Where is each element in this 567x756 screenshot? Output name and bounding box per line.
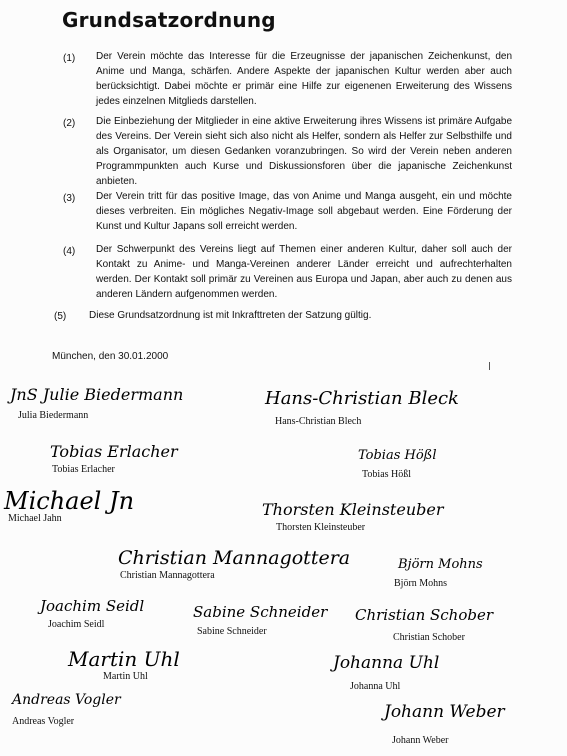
- signatory-name: Joachim Seidl: [48, 619, 105, 630]
- paragraph-text: Der Verein möchte das Interesse für die Erzeugnisse der japanischen Zeichenkunst, den Anime und Manga, schärfen. Andere Aspekte der japanischen Kultur werden aber auch berücksichtigt. Dabei möchte er primär eine Hilfe zur eigenenen Erweiterung des Wissens jedes einzelnen Mitglieds darstellen.: [96, 51, 512, 107]
- paragraph-text: Diese Grundsatzordnung ist mit Inkrafttreten der Satzung gültig.: [89, 310, 372, 321]
- signature: Christian Mannagottera: [118, 547, 351, 569]
- paragraph-text: Die Einbeziehung der Mitglieder in eine aktive Erweiterung ihres Wissens ist primäre Aufgabe des Vereins. Der Verein sieht sich also nicht als Helfer, sondern als Helfer zur Selbsthilfe und als Organisator, um diesen Gedanken voranzubringen. So wird der Verein neben anderen Programmpunkten auch Kurse und Diskussionsforen über die japanische Zeichenkunst anbieten.: [96, 116, 512, 187]
- signatory-name: Christian Mannagottera: [120, 570, 215, 581]
- signatory-name: Julia Biedermann: [18, 410, 89, 421]
- signatory-name: Martin Uhl: [103, 671, 148, 682]
- signatory-name: Björn Mohns: [394, 578, 448, 589]
- signature: JnS Julie Biedermann: [10, 385, 184, 404]
- place-date: München, den 30.01.2000: [52, 351, 169, 362]
- document-title: Grundsatzordnung: [62, 8, 276, 32]
- margin-mark: [489, 362, 490, 370]
- paragraph-number: (3): [63, 193, 76, 204]
- signature: Björn Mohns: [398, 557, 483, 572]
- paragraph-number: (1): [63, 53, 76, 64]
- signatory-name: Thorsten Kleinsteuber: [276, 522, 366, 533]
- signature: Thorsten Kleinsteuber: [262, 500, 444, 519]
- signatory-name: Tobias Erlacher: [52, 464, 115, 475]
- signature: Michael Jn: [4, 487, 135, 515]
- signature: Sabine Schneider: [193, 603, 328, 621]
- paragraph-number: (4): [63, 246, 76, 257]
- signature: Hans-Christian Bleck: [265, 388, 459, 409]
- signature: Johann Weber: [384, 702, 505, 722]
- signatory-name: Andreas Vogler: [12, 716, 75, 727]
- signature: Joachim Seidl: [40, 597, 145, 615]
- paragraph-text: Der Schwerpunkt des Vereins liegt auf Themen einer anderen Kultur, daher soll auch der Kontakt zu Anime- und Manga-Vereinen anderer Länder erreicht und aufrechterhalten werden. Der Kontakt soll primär zu Vereinen aus Europa und Japan, aber auch zu denen aus anderen Ländern aufgenommen werden.: [96, 244, 512, 300]
- signature: Andreas Vogler: [12, 692, 121, 708]
- signatory-name: Tobias Hößl: [362, 469, 412, 480]
- signatory-name: Christian Schober: [393, 632, 465, 643]
- paragraph-number: (5): [54, 311, 67, 322]
- signatory-name: Sabine Schneider: [197, 626, 267, 637]
- signature: Christian Schober: [355, 606, 494, 624]
- signatory-name: Johann Weber: [392, 735, 449, 746]
- signatory-name: Hans-Christian Blech: [275, 416, 362, 427]
- signature: Tobias Hößl: [358, 448, 437, 463]
- signature: Tobias Erlacher: [50, 442, 178, 461]
- signature: Martin Uhl: [68, 647, 180, 671]
- signature: Johanna Uhl: [333, 653, 440, 673]
- paragraph-text: Der Verein tritt für das positive Image, das von Anime und Manga ausgeht, ein und möchte dieses verbreiten. Ein mögliches Negativ-Image soll abgebaut werden. Eine Förderung der Kunst und Kultur Japans soll erreicht werden.: [96, 191, 512, 232]
- signatory-name: Michael Jahn: [8, 513, 62, 524]
- signatory-name: Johanna Uhl: [350, 681, 401, 692]
- paragraph-number: (2): [63, 118, 76, 129]
